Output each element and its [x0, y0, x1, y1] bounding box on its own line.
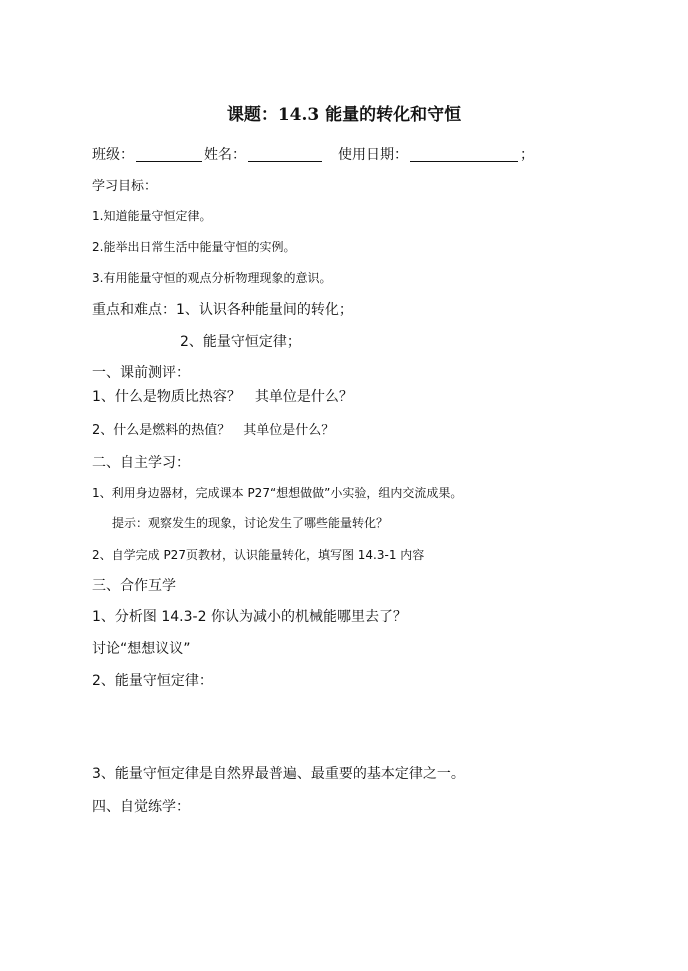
- page-title: 课题：14.3 能量的转化和守恒: [226, 105, 462, 125]
- name-label: 姓名：: [204, 147, 246, 163]
- date-blank[interactable]: [410, 147, 518, 162]
- section3-discussion: 讨论“想想议议”: [92, 641, 191, 657]
- student-info-line: [92, 147, 534, 162]
- section2-question-2: 2、自学完成 P27页教材，认识能量转化，填写图 14.3-1 内容: [92, 548, 425, 562]
- goals-heading: 学习目标：: [92, 179, 158, 194]
- info-end-mark: ；: [520, 147, 534, 163]
- key-points-line-1: 重点和难点：1、认识各种能量间的转化；: [92, 302, 353, 318]
- date-label: 使用日期：: [338, 147, 408, 163]
- section3-question-1: 1、分析图 14.3-2 你认为减小的机械能哪里去了？: [92, 609, 407, 625]
- goal-item-1: 1.知道能量守恒定律。: [92, 209, 212, 223]
- section2-heading: 二、自主学习：: [92, 455, 190, 471]
- section3-question-3: 3、能量守恒定律是自然界最普遍、最重要的基本定律之一。: [92, 766, 465, 782]
- name-blank[interactable]: [248, 147, 322, 162]
- section3-heading: 三、合作互学: [92, 578, 176, 594]
- section4-heading: 四、自觉练学：: [92, 799, 190, 815]
- section1-question-1: 1、什么是物质比热容？ 其单位是什么？: [92, 389, 353, 405]
- class-blank[interactable]: [136, 147, 202, 162]
- section2-hint: 提示：观察发生的现象，讨论发生了哪些能量转化？: [112, 516, 389, 530]
- goal-item-3: 3.有用能量守恒的观点分析物理现象的意识。: [92, 271, 332, 285]
- section2-question-1: 1、利用身边器材，完成课本 P27“想想做做”小实验，组内交流成果。: [92, 486, 463, 500]
- section1-question-2: 2、什么是燃料的热值？ 其单位是什么？: [92, 423, 335, 438]
- class-label: 班级：: [92, 147, 134, 163]
- section3-question-2: 2、能量守恒定律：: [92, 673, 213, 689]
- goal-item-2: 2.能举出日常生活中能量守恒的实例。: [92, 240, 296, 254]
- key-points-line-2: 2、能量守恒定律；: [180, 334, 301, 350]
- section1-heading: 一、课前测评：: [92, 365, 190, 381]
